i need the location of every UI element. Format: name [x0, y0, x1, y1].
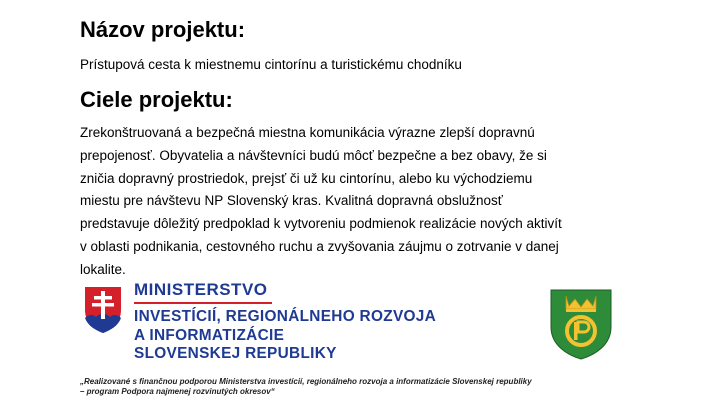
goals-line: v oblasti podnikania, cestovného ruchu a zvyšovania záujmu o zotrvanie v danej: [80, 238, 559, 254]
project-name: Prístupová cesta k miestnemu cintorínu a turistickému chodníku: [80, 57, 462, 72]
ministry-subtitle-line: INVESTÍCIÍ, REGIONÁLNEHO ROZVOJA: [134, 308, 437, 325]
ministry-subtitle-line: SLOVENSKEJ REPUBLIKY: [134, 345, 337, 362]
funding-note-line: „Realizované s finančnou podporou Ministerstva investícií, regionálneho rozvoja a informatizácie Slovenskej republiky: [80, 377, 532, 386]
goals-line: miestu pre návštevu NP Slovenský kras. Kvalitná dopravná obslužnosť: [80, 193, 503, 209]
goals-line: prepojenosť. Obyvatelia a návštevníci budú môcť bezpečne a bez obavy, že si: [80, 147, 547, 163]
ministry-divider: [134, 302, 272, 304]
ministry-subtitle-line: A INFORMATIZÁCIE: [134, 326, 285, 344]
municipal-emblem-icon: [550, 289, 612, 360]
heading-project-goals: Ciele projektu:: [80, 87, 233, 112]
heading-project-name: Názov projektu:: [80, 17, 246, 42]
goals-line: predstavuje dôležitý predpoklad k vytvoreniu podmienok realizácie nových aktivít: [80, 216, 562, 232]
goals-line: Zrekonštruovaná a bezpečná miestna komunikácia výrazne zlepší dopravnú: [80, 125, 535, 140]
project-goals-text: [80, 122, 680, 282]
goals-line: lokalite.: [80, 261, 126, 277]
goals-line: zničia dopravný prostriedok, prejsť či už ku cintorínu, alebo ku východziemu: [80, 170, 533, 186]
ministry-logo: [134, 280, 436, 364]
funding-note-line: – program Podpora najmenej rozvinutých okresov“: [80, 387, 275, 396]
slovak-coat-of-arms-icon: [80, 282, 126, 338]
funding-note: [80, 377, 532, 397]
ministry-title: MINISTERSTVO: [134, 280, 268, 299]
